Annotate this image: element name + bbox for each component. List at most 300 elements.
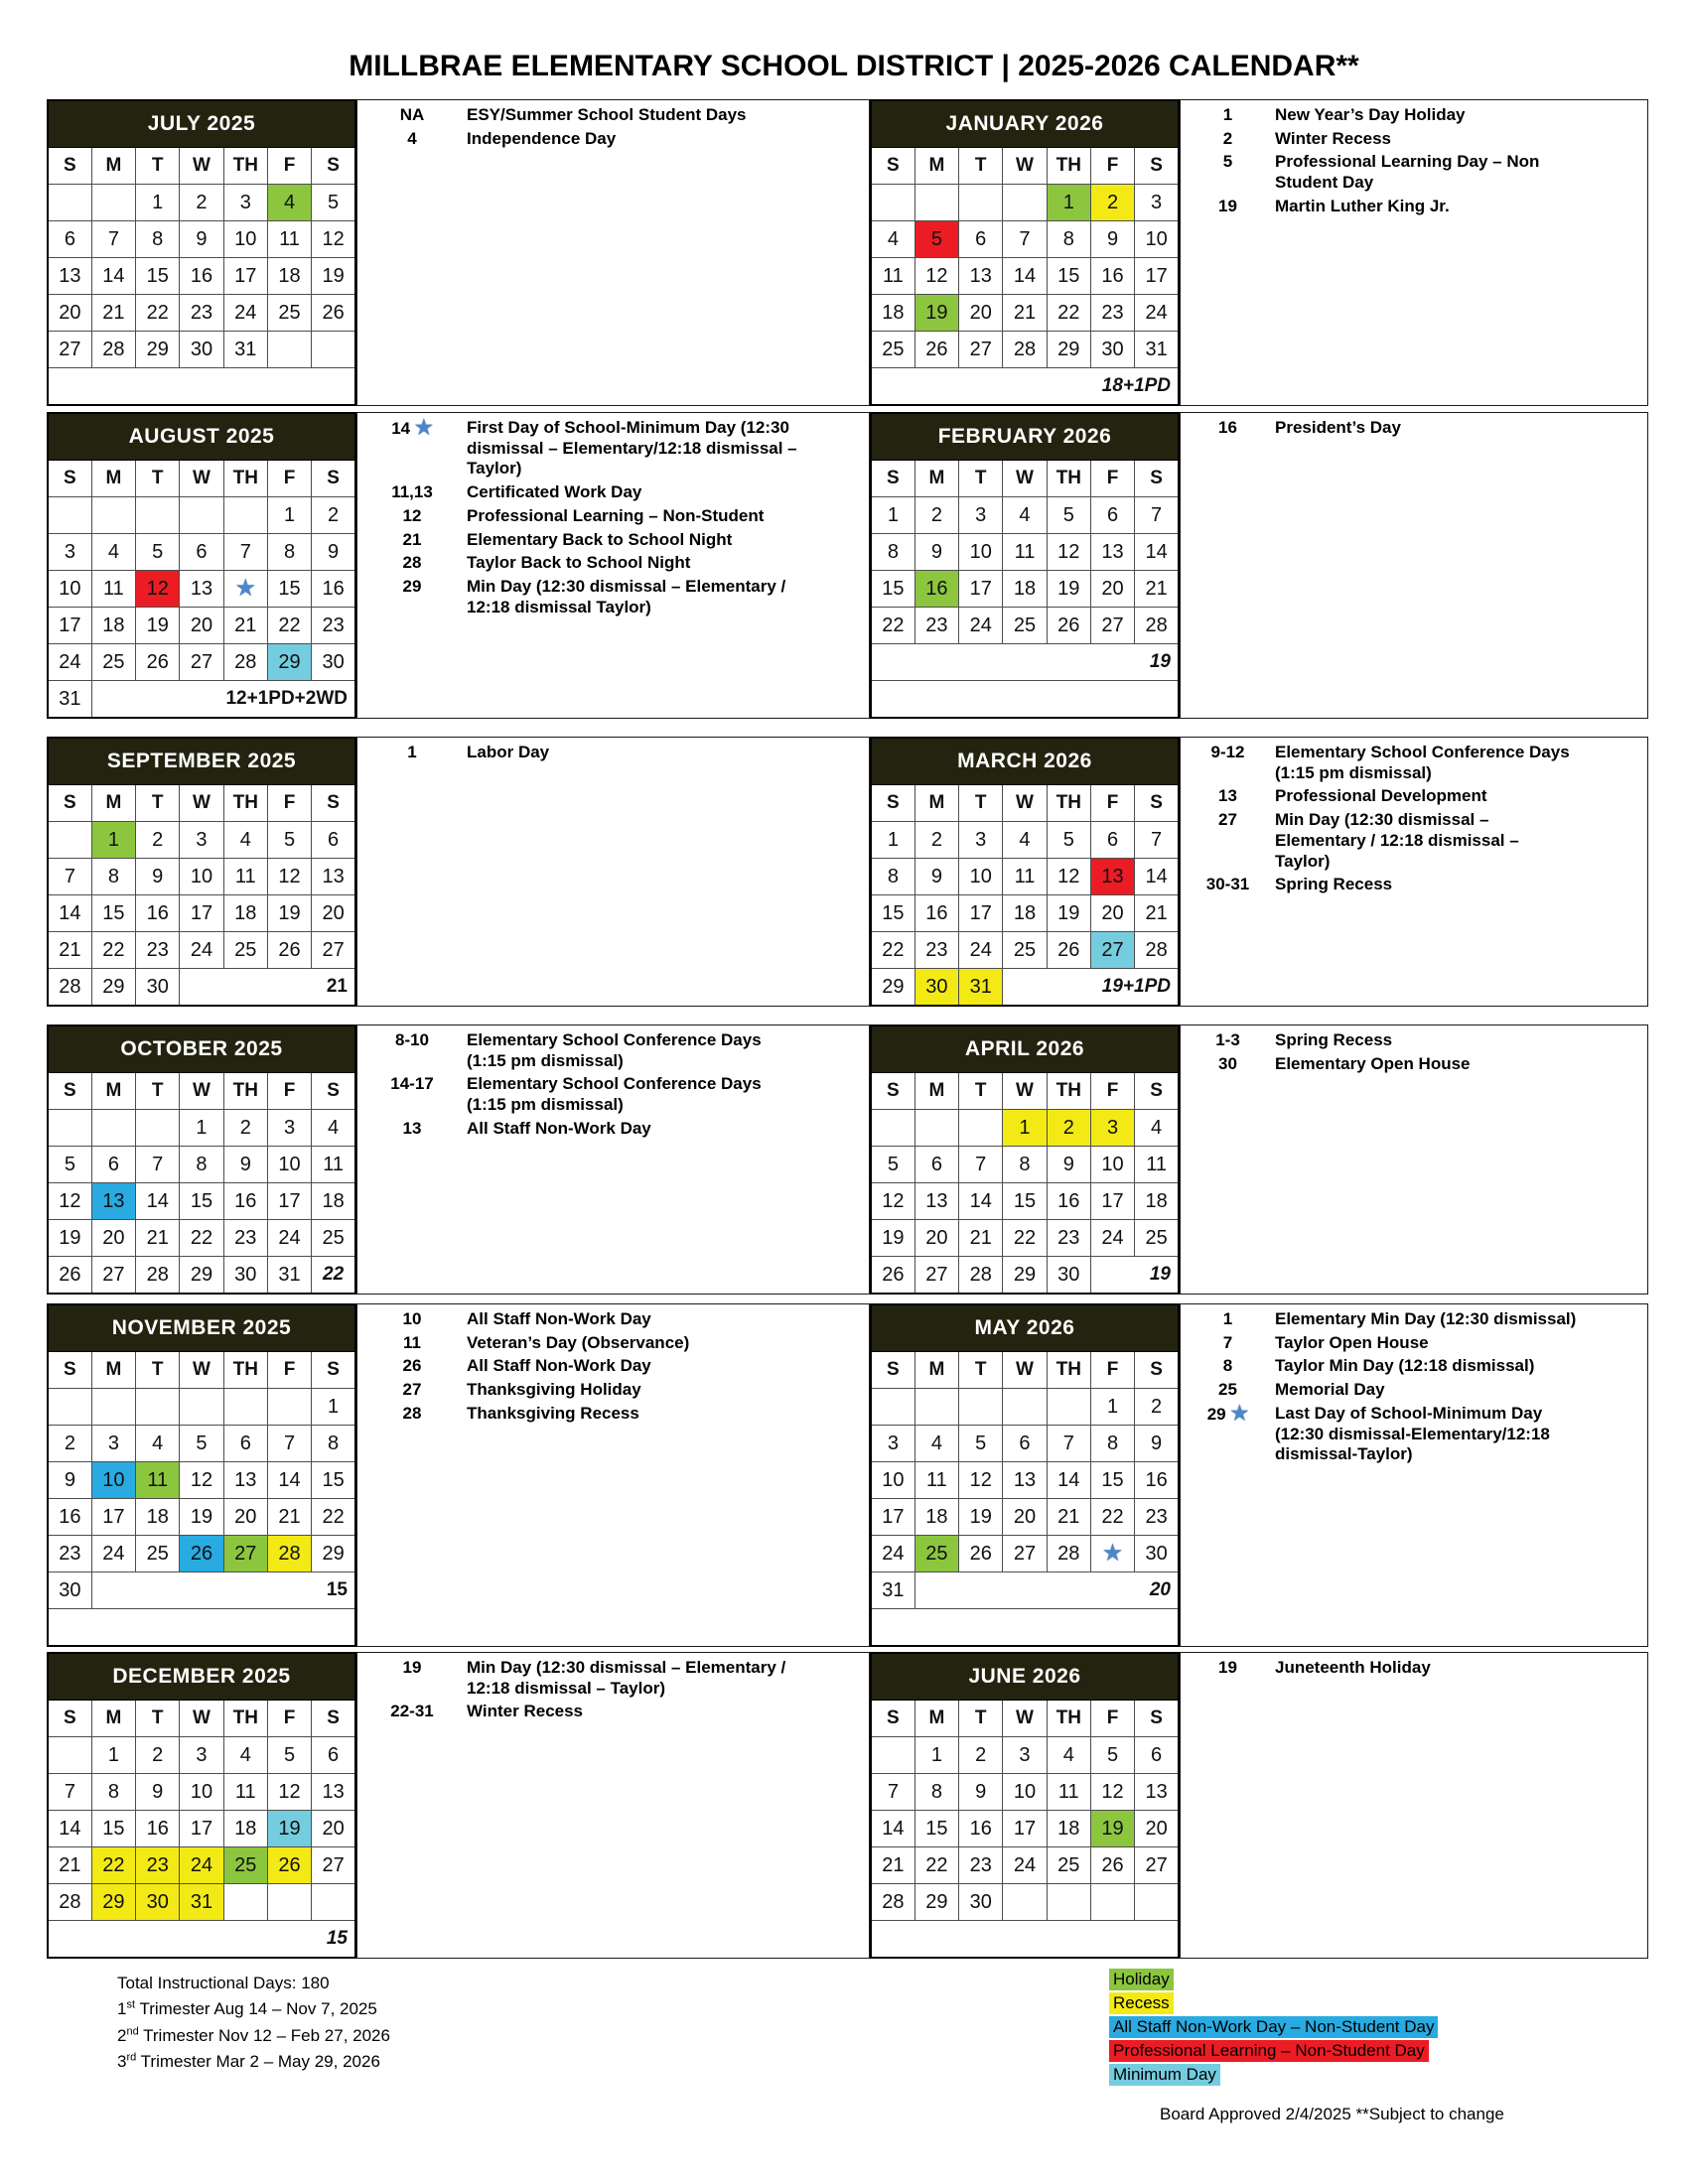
- day-cell: [914, 1110, 958, 1147]
- day-cell: 24: [223, 295, 267, 332]
- day-cell: 8: [871, 534, 914, 571]
- weekday-header: M: [914, 1701, 958, 1737]
- day-cell: [312, 1884, 355, 1921]
- day-cell: 4: [1003, 822, 1047, 859]
- month-title: NOVEMBER 2025: [48, 1304, 355, 1352]
- day-cell: 18: [1047, 1811, 1090, 1847]
- note-entry: [1181, 810, 1647, 872]
- day-cell: 30: [312, 644, 355, 681]
- note-entry: [357, 482, 869, 503]
- weekday-header: F: [1090, 1073, 1134, 1110]
- day-cell: [91, 1389, 135, 1426]
- day-cell: 17: [1090, 1183, 1134, 1220]
- day-cell: 28: [223, 644, 267, 681]
- day-cell: 28: [91, 332, 135, 368]
- note-dates: 10: [402, 1309, 422, 1328]
- month-slot: [870, 1024, 1180, 1303]
- day-cell-rec: 2: [1047, 1110, 1090, 1147]
- day-cell: [1003, 185, 1047, 221]
- note-text: Elementary School Conference Days (1:15 pm dismissal): [467, 1030, 762, 1070]
- weekday-header: S: [1135, 461, 1179, 497]
- day-cell: 28: [48, 969, 91, 1007]
- day-cell: 24: [180, 932, 223, 969]
- day-cell: 4: [223, 822, 267, 859]
- day-cell: 10: [871, 1462, 914, 1499]
- note-dates: 11: [403, 1332, 421, 1352]
- board-approved-note: Board Approved 2/4/2025 **Subject to change: [1160, 2105, 1504, 2123]
- calendar-august-2025: [47, 412, 356, 719]
- calendar-june-2026: [870, 1652, 1180, 1959]
- day-cell: 2: [914, 822, 958, 859]
- day-cell-rec: 3: [1090, 1110, 1134, 1147]
- day-cell: 7: [223, 534, 267, 571]
- note-text: Winter Recess: [467, 1702, 584, 1721]
- day-cell: 11: [91, 571, 135, 608]
- day-cell: 24: [267, 1220, 311, 1257]
- weekday-header: W: [180, 461, 223, 497]
- day-cell: 23: [223, 1220, 267, 1257]
- day-cell-rec: 1: [1003, 1110, 1047, 1147]
- day-cell: 15: [91, 895, 135, 932]
- note-text: First Day of School-Minimum Day (12:30 dismissal – Elementary/12:18 dismissal – Taylor): [467, 418, 797, 478]
- day-cell: 15: [91, 1811, 135, 1847]
- day-cell-min: 29: [267, 644, 311, 681]
- day-cell: 27: [914, 1257, 958, 1295]
- note-text: All Staff Non-Work Day: [467, 1118, 651, 1138]
- weekday-header: S: [871, 148, 914, 185]
- day-cell: 18: [871, 295, 914, 332]
- note-text: Taylor Min Day (12:18 dismissal): [1275, 1356, 1535, 1376]
- day-cell: 10: [1135, 221, 1179, 258]
- weekday-header: F: [1090, 1352, 1134, 1389]
- day-cell: 18+1PD: [871, 368, 1179, 406]
- day-cell: 3: [1135, 185, 1179, 221]
- note-dates: 27: [402, 1380, 422, 1400]
- day-cell: 3: [223, 185, 267, 221]
- day-cell: 5: [871, 1147, 914, 1183]
- weekday-header: F: [267, 1352, 311, 1389]
- note-entry: [1181, 418, 1647, 439]
- notes-may-2026: [1180, 1303, 1648, 1647]
- weekday-header: TH: [223, 1352, 267, 1389]
- day-cell: 2: [959, 1737, 1003, 1774]
- note-entry: [1181, 152, 1647, 193]
- day-cell: 11: [1047, 1774, 1090, 1811]
- month-title: OCTOBER 2025: [48, 1025, 355, 1073]
- note-entry: [1181, 786, 1647, 807]
- day-cell: 18: [223, 895, 267, 932]
- day-cell: 22: [1047, 295, 1090, 332]
- day-cell: 5: [1047, 822, 1090, 859]
- weekday-header: S: [48, 461, 91, 497]
- day-cell: 7: [267, 1426, 311, 1462]
- day-cell: [871, 1110, 914, 1147]
- day-cell-star: [223, 571, 267, 608]
- weekday-header: TH: [223, 148, 267, 185]
- weekday-header: TH: [1047, 148, 1090, 185]
- day-cell-star: [1090, 1536, 1134, 1572]
- trimester-summary: [117, 1971, 390, 2075]
- day-cell: 20: [1090, 571, 1134, 608]
- day-cell: 6: [1003, 1426, 1047, 1462]
- month-slot: [47, 1652, 356, 1963]
- weekday-header: S: [871, 1352, 914, 1389]
- day-cell: 18: [136, 1499, 180, 1536]
- day-cell: 23: [914, 932, 958, 969]
- day-cell: [91, 185, 135, 221]
- day-cell: 13: [312, 859, 355, 895]
- day-cell: 15: [871, 571, 914, 608]
- month-slot: [47, 412, 356, 737]
- day-cell: [914, 1389, 958, 1426]
- day-cell: [223, 1884, 267, 1921]
- day-cell: 5: [136, 534, 180, 571]
- day-cell: 9: [1090, 221, 1134, 258]
- day-cell: 14: [1135, 859, 1179, 895]
- trimester-line: 3rd Trimester Mar 2 – May 29, 2026: [117, 2051, 380, 2072]
- day-cell: 13: [312, 1774, 355, 1811]
- day-cell: 1: [180, 1110, 223, 1147]
- note-dates: 25: [1218, 1380, 1237, 1400]
- weekday-header: TH: [1047, 461, 1090, 497]
- day-cell: 18: [91, 608, 135, 644]
- note-dates: 7: [1222, 1332, 1233, 1352]
- weekday-header: S: [312, 1073, 355, 1110]
- weekday-header: W: [180, 785, 223, 822]
- day-cell: 22: [871, 608, 914, 644]
- day-cell: 31: [223, 332, 267, 368]
- weekday-header: W: [1003, 1073, 1047, 1110]
- note-entry: [1181, 1658, 1647, 1679]
- weekday-header: F: [1090, 461, 1134, 497]
- weekday-header: S: [871, 785, 914, 822]
- legend-item: Minimum Day: [1109, 2064, 1220, 2086]
- note-text: All Staff Non-Work Day: [467, 1356, 651, 1376]
- note-entry: [1181, 1054, 1647, 1075]
- day-cell: 26: [136, 644, 180, 681]
- note-entry: [1181, 1356, 1647, 1377]
- day-cell: 18: [312, 1183, 355, 1220]
- day-cell: 15: [914, 1811, 958, 1847]
- note-dates: 1: [1222, 105, 1233, 124]
- note-entry: [357, 1702, 869, 1722]
- weekday-header: TH: [1047, 1701, 1090, 1737]
- note-text: Thanksgiving Holiday: [467, 1380, 641, 1400]
- day-cell: 24: [959, 932, 1003, 969]
- note-dates: 8-10: [394, 1030, 430, 1049]
- day-cell: 5: [180, 1426, 223, 1462]
- notes-december-2025: [356, 1652, 870, 1959]
- day-cell: 19: [312, 258, 355, 295]
- day-cell: 10: [223, 221, 267, 258]
- day-cell: 3: [1003, 1737, 1047, 1774]
- day-cell: 15: [91, 1572, 355, 1609]
- day-cell: 4: [914, 1426, 958, 1462]
- day-cell: 23: [1090, 295, 1134, 332]
- weekday-header: M: [91, 1352, 135, 1389]
- day-cell: 13: [223, 1462, 267, 1499]
- notes-january-2026: [1180, 99, 1648, 406]
- day-cell: 26: [959, 1536, 1003, 1572]
- day-cell: 3: [180, 822, 223, 859]
- day-cell: 17: [871, 1499, 914, 1536]
- calendar-november-2025: [47, 1303, 356, 1647]
- day-cell: 30: [1047, 1257, 1090, 1295]
- day-cell: [48, 1609, 355, 1647]
- note-dates: 13: [1218, 786, 1237, 806]
- note-entry: [357, 1356, 869, 1377]
- day-cell: 10: [1003, 1774, 1047, 1811]
- day-cell-min: 27: [1090, 932, 1134, 969]
- day-cell: 16: [1135, 1462, 1179, 1499]
- day-cell: 10: [48, 571, 91, 608]
- note-text: Elementary School Conference Days (1:15 pm dismissal): [467, 1074, 762, 1115]
- first-last-day-star-icon: ★: [1230, 1402, 1249, 1425]
- day-cell: 25: [871, 332, 914, 368]
- note-text: Min Day (12:30 dismissal – Elementary / 12:18 dismissal Taylor): [467, 577, 786, 616]
- note-text: Martin Luther King Jr.: [1275, 196, 1450, 215]
- day-cell: 22: [267, 608, 311, 644]
- day-cell: 5: [312, 185, 355, 221]
- day-cell: 14: [1047, 1462, 1090, 1499]
- day-cell: [267, 1884, 311, 1921]
- day-cell: 8: [91, 859, 135, 895]
- day-cell: [871, 1389, 914, 1426]
- day-cell: 6: [1090, 822, 1134, 859]
- weekday-header: T: [959, 1073, 1003, 1110]
- day-cell: [223, 1389, 267, 1426]
- day-cell-hol: 16: [914, 571, 958, 608]
- note-entry: [357, 530, 869, 551]
- day-cell: 15: [1090, 1462, 1134, 1499]
- day-cell: 28: [136, 1257, 180, 1295]
- note-dates: 30-31: [1205, 875, 1250, 894]
- note-entry: [1181, 875, 1647, 895]
- day-cell: 14: [959, 1183, 1003, 1220]
- day-cell: 19: [871, 1220, 914, 1257]
- day-cell: 23: [1135, 1499, 1179, 1536]
- day-cell: [1003, 1389, 1047, 1426]
- day-cell: 6: [312, 822, 355, 859]
- day-cell: 13: [180, 571, 223, 608]
- day-cell: 20: [312, 1811, 355, 1847]
- note-text: Labor Day: [467, 743, 550, 761]
- month-slot: [870, 99, 1180, 412]
- weekday-header: T: [959, 1352, 1003, 1389]
- note-dates: 28: [402, 553, 422, 573]
- day-cell: 7: [1047, 1426, 1090, 1462]
- day-cell: [1047, 1389, 1090, 1426]
- day-cell: 19: [267, 895, 311, 932]
- month-title: FEBRUARY 2026: [871, 413, 1179, 461]
- note-dates: 19: [402, 1658, 422, 1677]
- day-cell: [91, 497, 135, 534]
- note-dates: 5: [1222, 152, 1233, 172]
- day-cell: 2: [136, 822, 180, 859]
- day-cell: 6: [1135, 1737, 1179, 1774]
- day-cell: 30: [48, 1572, 91, 1609]
- day-cell: [136, 1110, 180, 1147]
- day-cell: 1: [136, 185, 180, 221]
- day-cell: 25: [312, 1220, 355, 1257]
- day-cell: 12: [914, 258, 958, 295]
- note-text: Certificated Work Day: [467, 482, 642, 502]
- day-cell: [48, 1110, 91, 1147]
- day-cell: [136, 1389, 180, 1426]
- day-cell: 6: [91, 1147, 135, 1183]
- day-cell-rec: 22: [91, 1847, 135, 1884]
- day-cell: 10: [959, 859, 1003, 895]
- day-cell: 11: [1003, 859, 1047, 895]
- weekday-header: T: [959, 785, 1003, 822]
- day-cell: 1: [267, 497, 311, 534]
- weekday-header: F: [1090, 785, 1134, 822]
- day-cell: 9: [1047, 1147, 1090, 1183]
- day-cell: 14: [1135, 534, 1179, 571]
- day-cell: 6: [312, 1737, 355, 1774]
- day-cell-hol: 25: [223, 1847, 267, 1884]
- day-cell: 5: [48, 1147, 91, 1183]
- weekday-header: T: [959, 148, 1003, 185]
- day-cell: 13: [959, 258, 1003, 295]
- day-cell: 13: [1090, 534, 1134, 571]
- day-cell: 22: [312, 1257, 355, 1295]
- day-cell: 26: [871, 1257, 914, 1295]
- day-cell: 23: [959, 1847, 1003, 1884]
- note-dates: 2: [1222, 128, 1233, 148]
- day-cell: 15: [1047, 258, 1090, 295]
- day-cell: 21: [871, 1847, 914, 1884]
- day-cell: 18: [1135, 1183, 1179, 1220]
- day-cell: [871, 681, 1179, 719]
- day-cell: 21: [1135, 895, 1179, 932]
- day-cell: 26: [1090, 1847, 1134, 1884]
- school-start-end-star-icon: ★: [234, 574, 257, 602]
- month-title: MARCH 2026: [871, 738, 1179, 785]
- notes-february-2026: [1180, 412, 1648, 719]
- day-cell: 16: [312, 571, 355, 608]
- first-last-day-star-icon: ★: [414, 417, 433, 439]
- day-cell: 5: [1047, 497, 1090, 534]
- day-cell: 16: [136, 1811, 180, 1847]
- day-cell-pl: 13: [1090, 859, 1134, 895]
- weekday-header: TH: [1047, 1073, 1090, 1110]
- note-dates: 21: [402, 529, 422, 549]
- notes-april-2026: [1180, 1024, 1648, 1295]
- day-cell: 4: [1135, 1110, 1179, 1147]
- day-cell: 10: [180, 1774, 223, 1811]
- weekday-header: W: [1003, 461, 1047, 497]
- calendar-february-2026: [870, 412, 1180, 719]
- day-cell: 14: [48, 1811, 91, 1847]
- day-cell: 22: [914, 1847, 958, 1884]
- weekday-header: F: [1090, 148, 1134, 185]
- day-cell: 17: [180, 1811, 223, 1847]
- weekday-header: S: [871, 1073, 914, 1110]
- weekday-header: T: [136, 1073, 180, 1110]
- weekday-header: F: [1090, 1701, 1134, 1737]
- day-cell: 6: [959, 221, 1003, 258]
- day-cell: 25: [267, 295, 311, 332]
- day-cell: 7: [91, 221, 135, 258]
- note-entry: [357, 1074, 869, 1115]
- day-cell: 5: [267, 1737, 311, 1774]
- school-start-end-star-icon: ★: [1101, 1539, 1124, 1567]
- weekday-header: S: [312, 1701, 355, 1737]
- note-dates: 9-12: [1210, 743, 1245, 761]
- day-cell: 30: [1090, 332, 1134, 368]
- day-cell-rec: 28: [267, 1536, 311, 1572]
- month-title: APRIL 2026: [871, 1025, 1179, 1073]
- calendar-april-2026: [870, 1024, 1180, 1295]
- day-cell: 12: [959, 1462, 1003, 1499]
- calendar-october-2025: [47, 1024, 356, 1295]
- calendar-september-2025: [47, 737, 356, 1007]
- day-cell: 24: [48, 644, 91, 681]
- day-cell: 23: [1047, 1220, 1090, 1257]
- note-entry: [357, 553, 869, 574]
- day-cell: 13: [48, 258, 91, 295]
- weekday-header: W: [1003, 148, 1047, 185]
- legend-item: Recess: [1109, 1992, 1174, 2014]
- calendar-grid: [47, 99, 1648, 1963]
- month-title: JANUARY 2026: [871, 100, 1179, 148]
- day-cell: [1090, 1884, 1134, 1921]
- day-cell: 12: [1090, 1774, 1134, 1811]
- note-text: Memorial Day: [1275, 1380, 1385, 1400]
- note-entry: [1181, 743, 1647, 783]
- weekday-header: TH: [223, 785, 267, 822]
- day-cell: 18: [1003, 895, 1047, 932]
- weekday-header: TH: [223, 1073, 267, 1110]
- day-cell: 18: [1003, 571, 1047, 608]
- note-dates: 19: [1218, 1658, 1237, 1677]
- weekday-header: W: [180, 1073, 223, 1110]
- day-cell: 11: [267, 221, 311, 258]
- day-cell: 16: [136, 895, 180, 932]
- weekday-header: S: [48, 1073, 91, 1110]
- day-cell: 24: [959, 608, 1003, 644]
- notes-march-2026: [1180, 737, 1648, 1007]
- note-entry: [1181, 105, 1647, 126]
- day-cell: 3: [48, 534, 91, 571]
- day-cell: 22: [1090, 1499, 1134, 1536]
- weekday-header: T: [959, 1701, 1003, 1737]
- day-cell: [1135, 1884, 1179, 1921]
- day-cell: 7: [136, 1147, 180, 1183]
- day-cell: 3: [959, 822, 1003, 859]
- day-cell: 12: [267, 1774, 311, 1811]
- note-text: ESY/Summer School Student Days: [467, 105, 747, 124]
- day-cell: 11: [312, 1147, 355, 1183]
- note-entry: [357, 105, 869, 126]
- note-entry: [357, 1309, 869, 1330]
- day-cell: 19: [1047, 571, 1090, 608]
- day-cell: 11: [871, 258, 914, 295]
- weekday-header: T: [136, 785, 180, 822]
- day-cell-nw: 10: [91, 1462, 135, 1499]
- legend-item: Holiday: [1109, 1969, 1174, 1990]
- day-cell: 25: [1135, 1220, 1179, 1257]
- note-text: Professional Learning – Non-Student: [467, 505, 765, 525]
- day-cell: 14: [267, 1462, 311, 1499]
- weekday-header: S: [871, 1701, 914, 1737]
- note-entry: [1181, 197, 1647, 217]
- month-title: DECEMBER 2025: [48, 1653, 355, 1701]
- weekday-header: W: [1003, 1701, 1047, 1737]
- day-cell: 10: [267, 1147, 311, 1183]
- day-cell: 17: [223, 258, 267, 295]
